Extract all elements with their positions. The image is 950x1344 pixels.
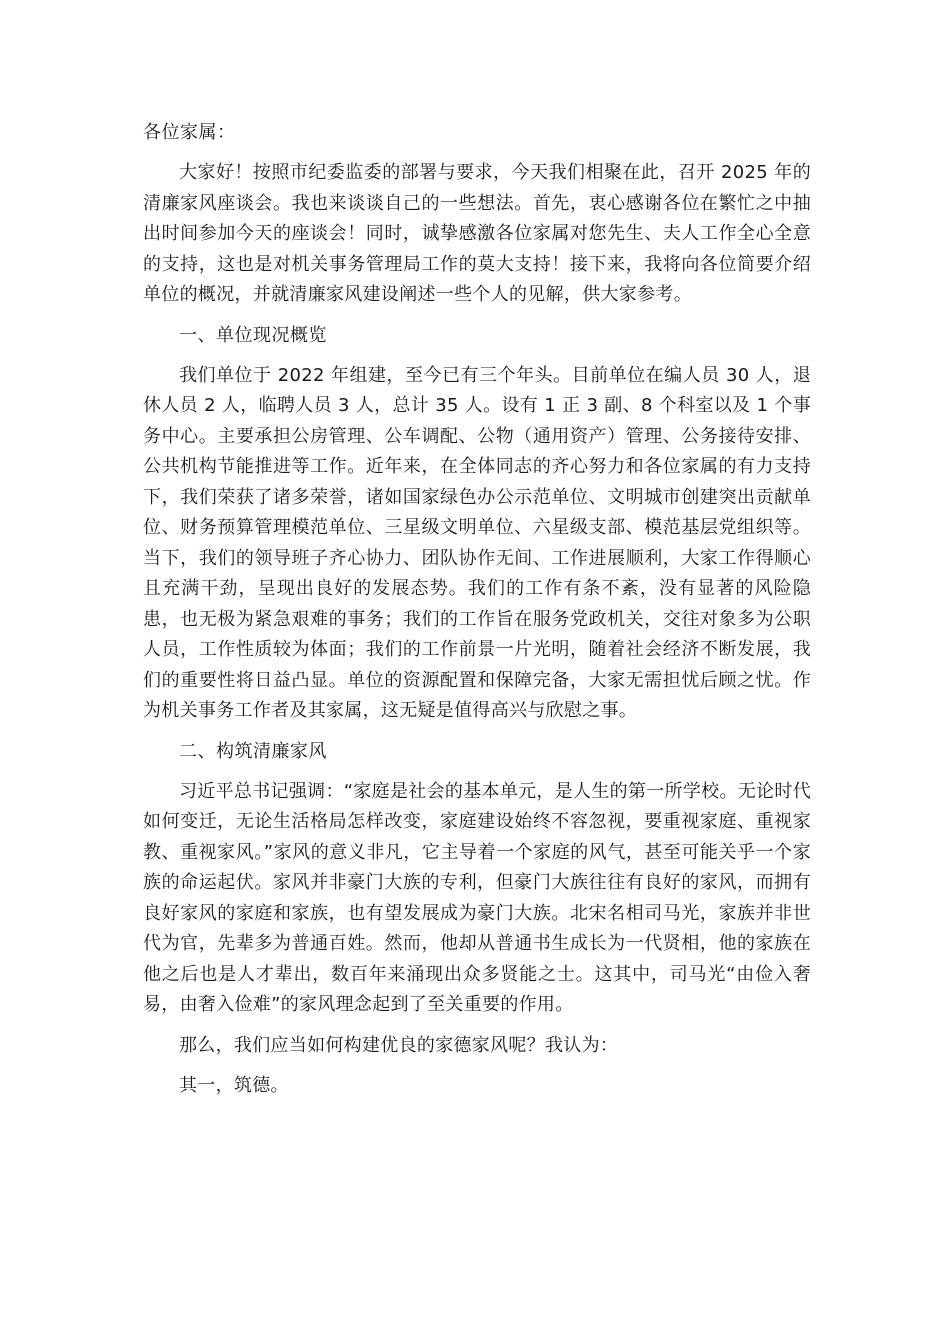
section-heading-1: 一、单位现况概览 [179, 324, 327, 346]
question-paragraph: 那么，我们应当如何构建优良的家德家风呢？我认为： [179, 1034, 619, 1056]
section-heading-2: 二、构筑清廉家风 [179, 740, 327, 762]
salutation: 各位家属： [143, 122, 236, 143]
point-1-paragraph: 其一，筑德。 [179, 1075, 289, 1096]
document-page [143, 118, 811, 1112]
section-2-paragraph: 习近平总书记强调：“家庭是社会的基本单元，是人生的第一所学校。无论时代如何变迁，无论生活格局怎样改变，家庭建设始终不容忽视，要重视家庭、重视家教、重视家风。”家风的意义非凡，它主导着一个家庭的风气，甚至可能关乎一个家族的命运起伏。家风并非豪门大族的专利，但豪门大族往往有良好的家风，而拥有良好家风的家庭和家族，也有望发展成为豪门大族。北宋名相司马光，家族并非世代为官，先辈多为普通百姓。然而，他却从普通书生成长为一代贤相，他的家族在他之后也是人才辈出，数百年来涌现出众多贤能之士。这其中，司马光“由俭入奢易，由奢入俭难”的家风理念起到了至关重要的作用。 [143, 780, 811, 1015]
section-1-paragraph: 我们单位于 2022 年组建，至今已有三个年头。目前单位在编人员 30 人，退休人员 2 人，临聘人员 3 人，总计 35 人。设有 1 正 3 副、8 个科室以及 1 个事务中心。主要承担公房管理、公车调配、公物（通用资产）管理、公务接待安排、公共机构节能推进等工作。近年来，在全体同志的齐心努力和各位家属的有力支持下，我们荣获了诸多荣誉，诸如国家绿色办公示范单位、文明城市创建突出贡献单位、财务预算管理模范单位、三星级文明单位、六星级支部、模范基层党组织等。当下，我们的领导班子齐心协力、团队协作无间、工作进展顺利，大家工作得顺心且充满干劲，呈现出良好的发展态势。我们的工作有条不紊，没有显著的风险隐患，也无极为紧急艰难的事务；我们的工作旨在服务党政机关，交往对象多为公职人员，工作性质较为体面；我们的工作前景一片光明，随着社会经济不断发展，我们的重要性将日益凸显。单位的资源配置和保障完备，大家无需担忧后顾之忧。作为机关事务工作者及其家属，这无疑是值得高兴与欣慰之事。 [143, 364, 811, 721]
intro-paragraph: 大家好！按照市纪委监委的部署与要求，今天我们相聚在此，召开 2025 年的清廉家风座谈会。我也来谈谈自己的一些想法。首先，衷心感谢各位在繁忙之中抽出时间参加今天的座谈会！同时，诚挚感激各位家属对您先生、夫人工作全心全意的支持，这也是对机关事务管理局工作的莫大支持！接下来，我将向各位简要介绍单位的概况，并就清廉家风建设阐述一些个人的见解，供大家参考。 [143, 162, 811, 305]
